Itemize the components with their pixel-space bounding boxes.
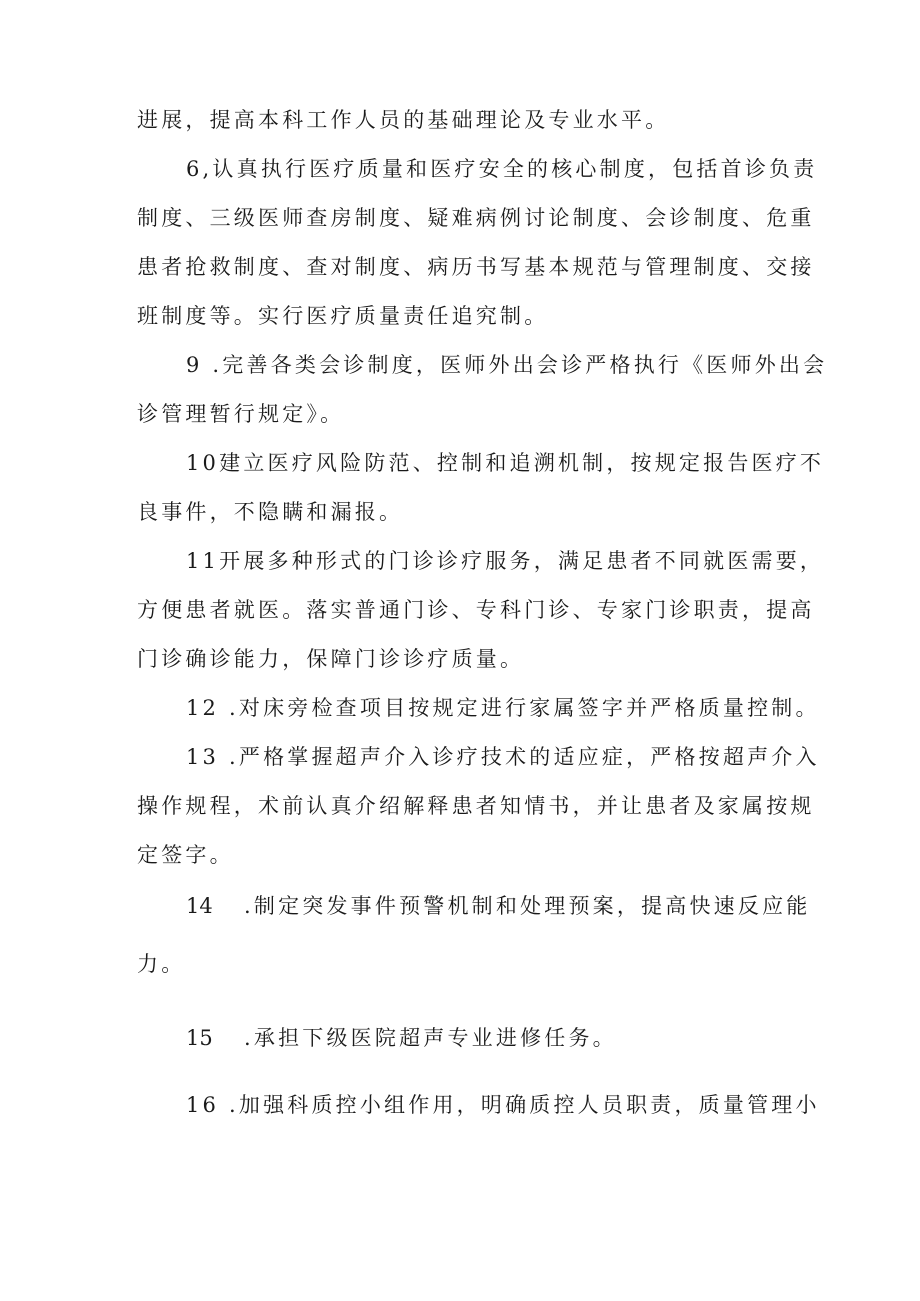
text-line: 定签字。 [137, 843, 234, 867]
text-line: 13 .严格掌握超声介入诊疗技术的适应症，严格按超声介入 [186, 745, 820, 769]
text-line [186, 892, 811, 920]
text-line: 制度、三级医师查房制度、疑难病例讨论制度、会诊制度、危重 [137, 206, 815, 230]
item-number: 15 [186, 1026, 213, 1050]
text-line: 诊管理暂行规定》。 [137, 402, 345, 426]
text-line: 9 .完善各类会诊制度，医师外出会诊严格执行《医师外出会 [186, 353, 828, 377]
text-line: 操作规程，术前认真介绍解释患者知情书，并让患者及家属按规 [137, 794, 815, 818]
text-line: 班制度等。实行医疗质量责任追究制。 [137, 304, 549, 328]
item-text: .制定突发事件预警机制和处理预案，提高快速反应能 [244, 894, 811, 918]
text-line: 方便患者就医。落实普通门诊、专科门诊、专家门诊职责，提高 [137, 598, 815, 622]
text-line: 16 .加强科质控小组作用，明确质控人员职责，质量管理小 [186, 1093, 820, 1117]
text-line: 门诊确诊能力，保障门诊诊疗质量。 [137, 647, 525, 671]
text-line: 力。 [137, 952, 186, 976]
text-line: 良事件，不隐瞒和漏报。 [137, 500, 404, 524]
text-line: 患者抢救制度、查对制度、病历书写基本规范与管理制度、交接 [137, 255, 815, 279]
text-line: 进展，提高本科工作人员的基础理论及专业水平。 [137, 108, 670, 132]
text-line: 11开展多种形式的门诊诊疗服务，满足患者不同就医需要， [186, 549, 825, 573]
text-line: 6,认真执行医疗质量和医疗安全的核心制度，包括首诊负责 [186, 157, 818, 181]
item-text: .承担下级医院超声专业进修任务。 [244, 1026, 617, 1050]
item-number: 14 [186, 894, 213, 918]
text-line: 12 .对床旁检查项目按规定进行家属签字并严格质量控制。 [186, 696, 820, 720]
text-line [186, 1024, 798, 1052]
text-line: 10建立医疗风险防范、控制和追溯机制，按规定报告医疗不 [186, 451, 825, 475]
